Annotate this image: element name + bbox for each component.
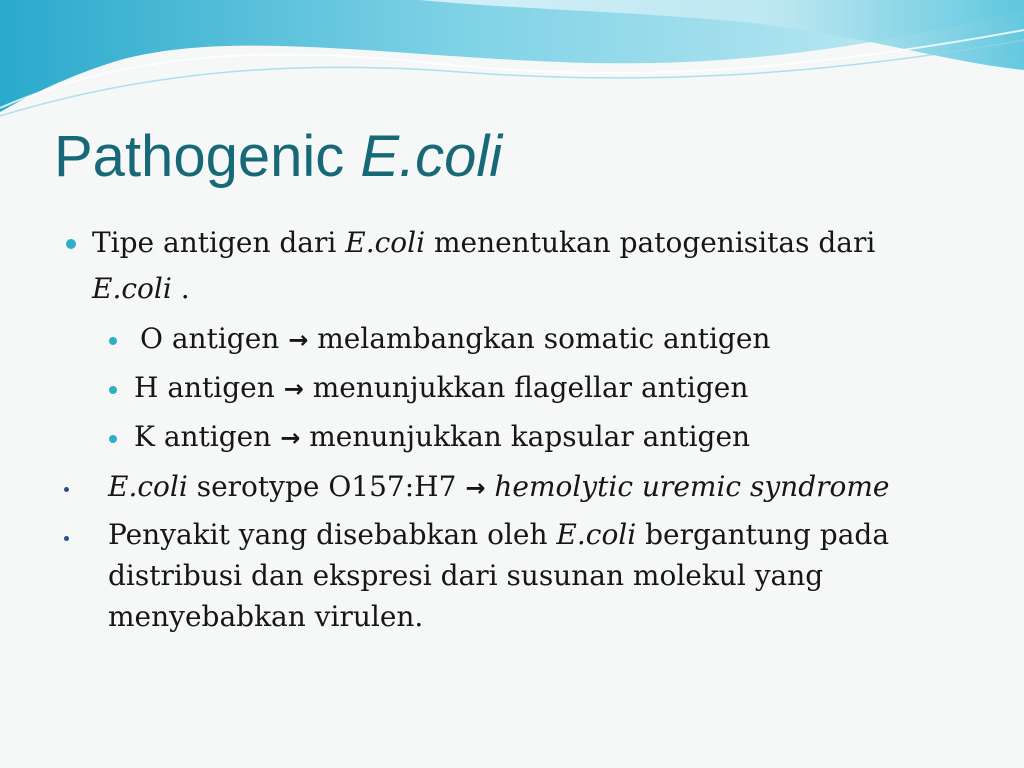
bullet-3-line-1: Penyakit yang disebabkan oleh E.coli bergantung pada bbox=[108, 518, 890, 551]
header-wave-decoration bbox=[0, 0, 1024, 120]
arrow-icon: → bbox=[465, 474, 486, 502]
arrow-icon: → bbox=[283, 375, 304, 403]
bullet-1-line-2: E.coli . bbox=[92, 272, 190, 305]
sub-bullet-k-antigen: K antigen → menunjukkan kapsular antigen bbox=[134, 420, 751, 453]
bullet-1-marker bbox=[66, 239, 76, 249]
bullet-3-line-3: menyebabkan virulen. bbox=[108, 600, 424, 633]
bullet-1-line-1: Tipe antigen dari E.coli menentukan patogenisitas dari bbox=[92, 226, 876, 259]
sub-bullet-h-antigen: H antigen → menunjukkan flagellar antigen bbox=[134, 371, 749, 404]
sub-bullet-k-marker bbox=[109, 435, 117, 443]
bullet-3-line-2: distribusi dan ekspresi dari susunan molekul yang bbox=[108, 559, 824, 592]
arrow-icon: → bbox=[288, 326, 309, 354]
sub-bullet-o-antigen: O antigen → melambangkan somatic antigen bbox=[140, 322, 771, 355]
bullet-2-serotype: E.coli serotype O157:H7 → hemolytic uremic syndrome bbox=[108, 470, 890, 503]
bullet-2-marker bbox=[64, 487, 69, 492]
slide-title: Pathogenic E.coli bbox=[54, 124, 503, 189]
bullet-3-marker bbox=[64, 536, 69, 541]
sub-bullet-h-marker bbox=[109, 386, 117, 394]
arrow-icon: → bbox=[280, 424, 301, 452]
sub-bullet-o-marker bbox=[109, 337, 117, 345]
